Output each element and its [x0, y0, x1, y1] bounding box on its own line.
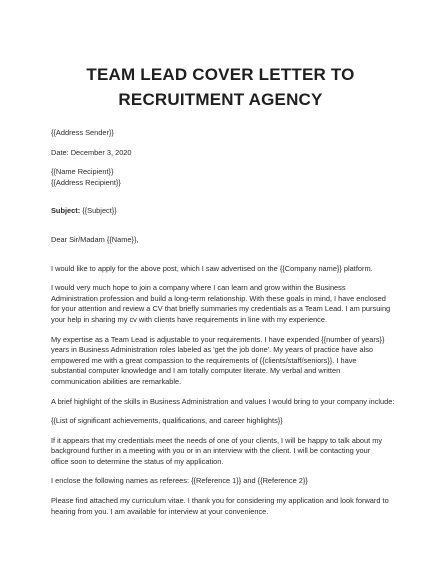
paragraph-line: substantial computer knowledge and I am totally computer literate. My verbal and written — [51, 366, 341, 376]
subject-label: Subject: — [51, 206, 81, 216]
paragraph-6 — [51, 436, 390, 468]
paragraph-8 — [51, 496, 390, 517]
sender-address — [51, 128, 390, 139]
paragraph-1 — [51, 264, 390, 275]
recipient-name: {{Name Recipient}} — [51, 167, 114, 177]
salutation — [51, 235, 390, 246]
recipient-address: {{Address Recipient}} — [51, 177, 121, 187]
subject-row — [51, 206, 390, 217]
paragraph-line: years in Business Administration roles labeled as 'get the job done'. My years of practice have also — [51, 345, 374, 355]
subject-value: {{Subject}} — [80, 206, 117, 216]
paragraph-2 — [51, 283, 390, 325]
paragraph-line: Administration profession and build a long-term relationship. With these goals in mind, I have enclosed — [51, 293, 386, 303]
paragraph-line: communication abilities are remarkable. — [51, 376, 182, 386]
paragraph-line: for your attention and review a CV that briefly summaries my credentials as a Team Lead. I am pursuing — [51, 304, 391, 314]
paragraph-line: {{List of significant achievements, qualifications, and career highlights}} — [51, 416, 283, 426]
paragraph-line: My expertise as a Team Lead is adjustable to your requirements. I have expended {{number of years}} — [51, 334, 385, 344]
paragraph-line: I would like to apply for the above post, which I saw advertised on the {{Company name}} platform. — [51, 263, 373, 273]
paragraph-line: Please find attached my curriculum vitae. I thank you for considering my application and look forward to — [51, 496, 389, 506]
salutation-text: Dear Sir/Madam {{Name}}, — [51, 234, 139, 244]
paragraph-line: empowered me with a great compassion to the requirements of {{clients/staff/seniors}}. I have — [51, 355, 357, 365]
paragraph-4 — [51, 396, 395, 408]
letter-body — [51, 128, 395, 517]
letter-date — [51, 148, 390, 159]
paragraph-line: I would very much hope to join a company where I can learn and grow within the Business — [51, 283, 346, 293]
paragraph-7 — [51, 476, 390, 487]
document-title — [51, 62, 390, 112]
title-line-2: RECRUITMENT AGENCY — [118, 90, 323, 109]
paragraph-line: office soon to determine the status of my application. — [51, 456, 224, 466]
title-line-1: TEAM LEAD COVER LETTER TO — [86, 65, 355, 84]
paragraph-3 — [51, 335, 390, 388]
sender-address-text: {{Address Sender}} — [51, 128, 114, 137]
date-text: Date: December 3, 2020 — [51, 147, 132, 157]
paragraph-line: If it appears that my credentials meet the needs of one of your clients, I will be happy to talk about my — [51, 435, 383, 445]
recipient-block — [51, 167, 390, 188]
subject-line — [51, 206, 390, 217]
paragraph-line: background further in a meeting with you or in an interview with the client. I will be contacting your — [51, 446, 371, 456]
paragraph-line: I enclose the following names as referees: {{Reference 1}} and {{Reference 2}} — [51, 476, 308, 486]
paragraph-line: hearing from you. I am available for interview at your convenience. — [51, 506, 269, 516]
paragraph-line: your help in sharing my cv with clients have requirements in line with my experience. — [51, 314, 328, 324]
paragraph-line: A brief highlight of the skills in Business Administration and values I would bring to your company include: — [51, 396, 395, 406]
paragraph-5 — [51, 416, 390, 427]
